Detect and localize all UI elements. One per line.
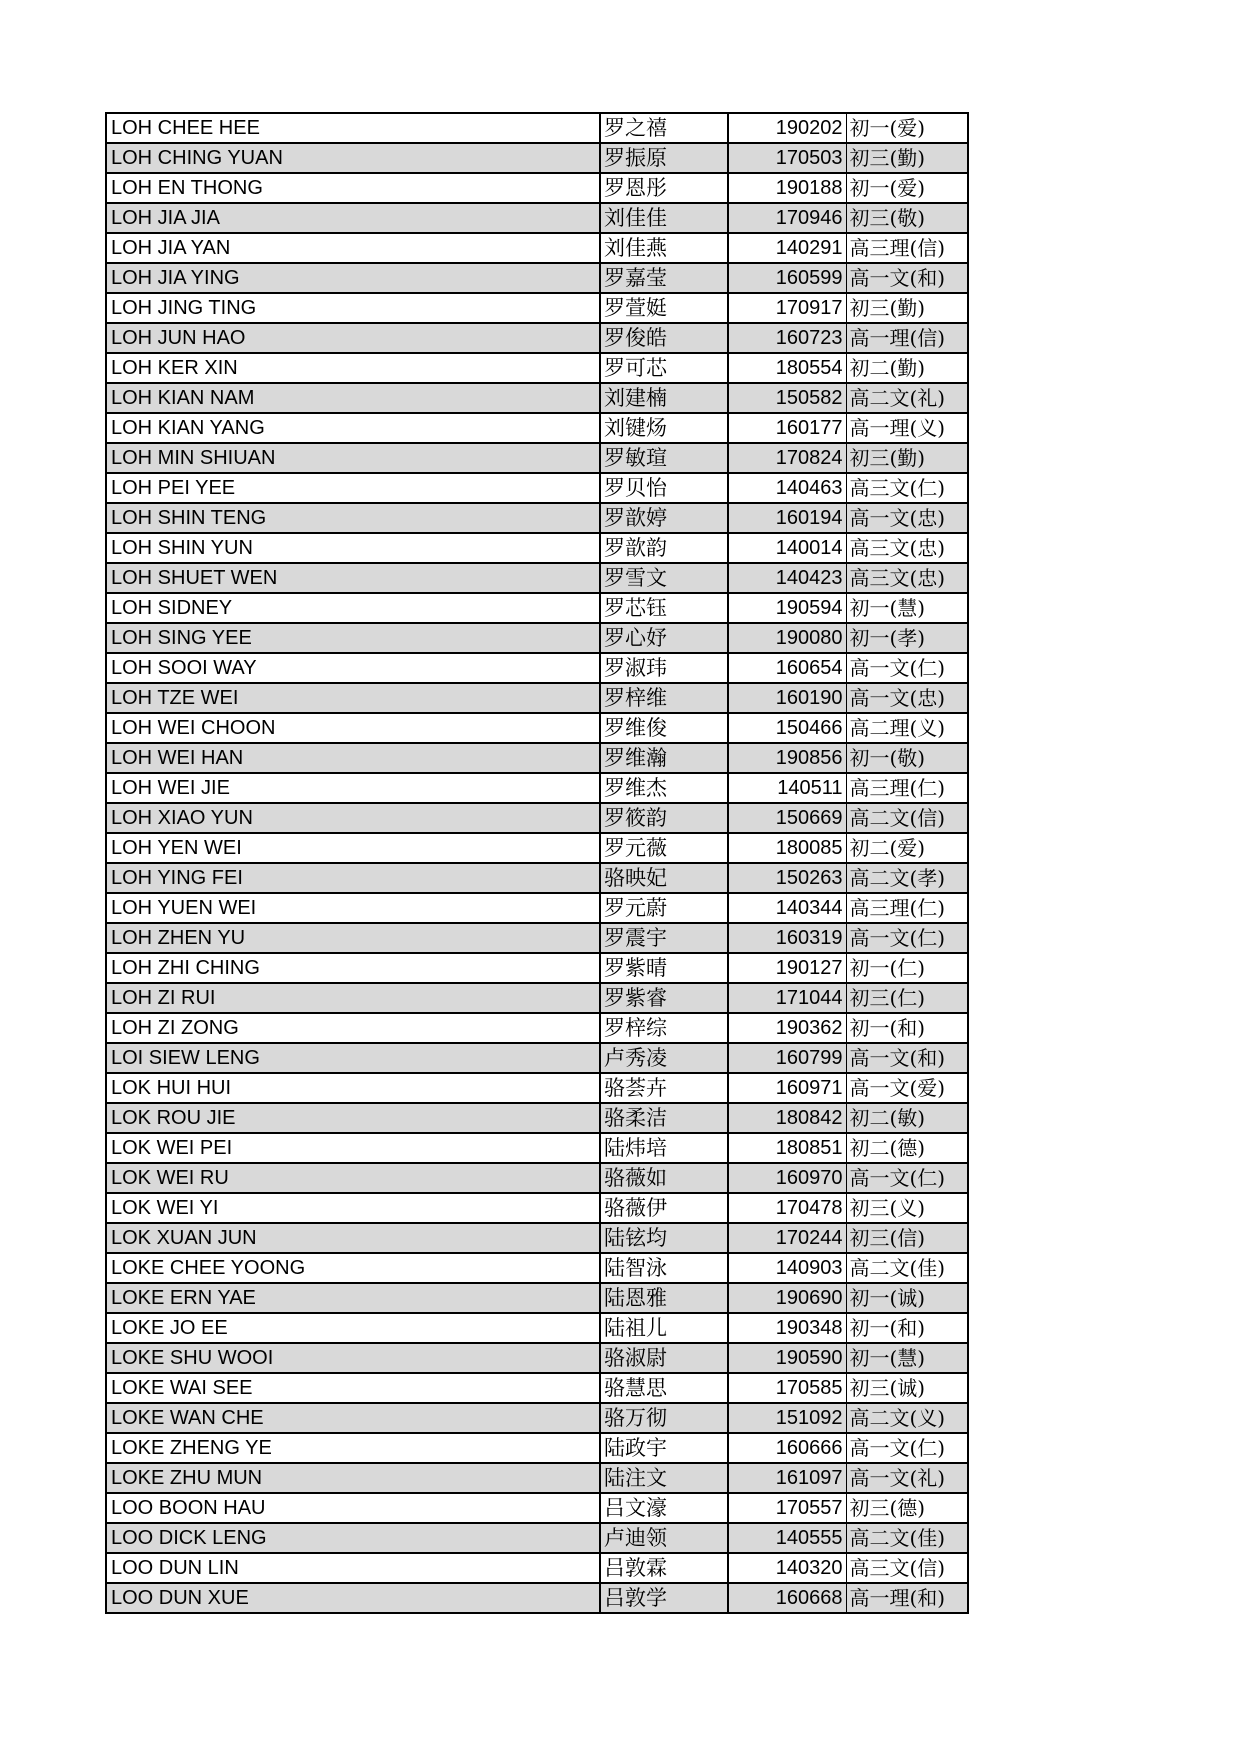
romanized-name-cell: LOK WEI PEI — [106, 1133, 600, 1163]
romanized-name-cell: LOKE WAN CHE — [106, 1403, 600, 1433]
chinese-name-cell: 罗维俊 — [600, 713, 728, 743]
chinese-name-cell: 罗维瀚 — [600, 743, 728, 773]
class-cell: 初三(诚) — [846, 1373, 968, 1403]
class-cell: 高三文(仁) — [846, 473, 968, 503]
student-id-cell: 190594 — [728, 593, 846, 623]
student-id-cell: 190202 — [728, 113, 846, 143]
student-id-cell: 190856 — [728, 743, 846, 773]
student-id-cell: 190690 — [728, 1283, 846, 1313]
romanized-name-cell: LOH SING YEE — [106, 623, 600, 653]
table-row — [106, 563, 968, 593]
student-id-cell: 190188 — [728, 173, 846, 203]
student-id-cell: 170244 — [728, 1223, 846, 1253]
romanized-name-cell: LOH ZHI CHING — [106, 953, 600, 983]
romanized-name-cell: LOH TZE WEI — [106, 683, 600, 713]
chinese-name-cell: 罗维杰 — [600, 773, 728, 803]
chinese-name-cell: 陆注文 — [600, 1463, 728, 1493]
student-id-cell: 180085 — [728, 833, 846, 863]
romanized-name-cell: LOH YING FEI — [106, 863, 600, 893]
class-cell: 初三(敬) — [846, 203, 968, 233]
chinese-name-cell: 卢秀凌 — [600, 1043, 728, 1073]
romanized-name-cell: LOH YEN WEI — [106, 833, 600, 863]
student-id-cell: 160723 — [728, 323, 846, 353]
class-cell: 初三(勤) — [846, 293, 968, 323]
student-id-cell: 171044 — [728, 983, 846, 1013]
class-cell: 高一文(和) — [846, 263, 968, 293]
class-cell: 高三文(忠) — [846, 533, 968, 563]
chinese-name-cell: 陆祖儿 — [600, 1313, 728, 1343]
class-cell: 初二(爱) — [846, 833, 968, 863]
table-row — [106, 953, 968, 983]
table-row — [106, 113, 968, 143]
student-id-cell: 180851 — [728, 1133, 846, 1163]
class-cell: 高三理(信) — [846, 233, 968, 263]
roster-table-body — [106, 113, 968, 1613]
student-id-cell: 160654 — [728, 653, 846, 683]
class-cell: 高一理(和) — [846, 1583, 968, 1613]
romanized-name-cell: LOH KIAN NAM — [106, 383, 600, 413]
chinese-name-cell: 罗之禧 — [600, 113, 728, 143]
chinese-name-cell: 罗歆韵 — [600, 533, 728, 563]
romanized-name-cell: LOH CHING YUAN — [106, 143, 600, 173]
chinese-name-cell: 吕敦学 — [600, 1583, 728, 1613]
romanized-name-cell: LOH PEI YEE — [106, 473, 600, 503]
table-row — [106, 803, 968, 833]
class-cell: 高三文(信) — [846, 1553, 968, 1583]
chinese-name-cell: 罗俊皓 — [600, 323, 728, 353]
student-id-cell: 160190 — [728, 683, 846, 713]
chinese-name-cell: 陆炜培 — [600, 1133, 728, 1163]
student-id-cell: 150669 — [728, 803, 846, 833]
table-row — [106, 1253, 968, 1283]
romanized-name-cell: LOKE ERN YAE — [106, 1283, 600, 1313]
table-row — [106, 983, 968, 1013]
class-cell: 高一文(礼) — [846, 1463, 968, 1493]
romanized-name-cell: LOH SHUET WEN — [106, 563, 600, 593]
class-cell: 初一(慧) — [846, 593, 968, 623]
student-id-cell: 140320 — [728, 1553, 846, 1583]
table-row — [106, 1193, 968, 1223]
student-id-cell: 190348 — [728, 1313, 846, 1343]
chinese-name-cell: 罗梓综 — [600, 1013, 728, 1043]
chinese-name-cell: 吕敦霖 — [600, 1553, 728, 1583]
chinese-name-cell: 罗嘉莹 — [600, 263, 728, 293]
table-row — [106, 473, 968, 503]
romanized-name-cell: LOK WEI YI — [106, 1193, 600, 1223]
student-id-cell: 140344 — [728, 893, 846, 923]
table-row — [106, 863, 968, 893]
romanized-name-cell: LOH JING TING — [106, 293, 600, 323]
student-id-cell: 140463 — [728, 473, 846, 503]
table-row — [106, 443, 968, 473]
class-cell: 高三文(忠) — [846, 563, 968, 593]
class-cell: 高三理(仁) — [846, 773, 968, 803]
table-row — [106, 1553, 968, 1583]
romanized-name-cell: LOH WEI HAN — [106, 743, 600, 773]
table-row — [106, 1523, 968, 1553]
student-id-cell: 140511 — [728, 773, 846, 803]
student-id-cell: 170946 — [728, 203, 846, 233]
romanized-name-cell: LOKE ZHENG YE — [106, 1433, 600, 1463]
student-id-cell: 140903 — [728, 1253, 846, 1283]
class-cell: 初三(勤) — [846, 443, 968, 473]
romanized-name-cell: LOH XIAO YUN — [106, 803, 600, 833]
student-id-cell: 170824 — [728, 443, 846, 473]
student-id-cell: 161097 — [728, 1463, 846, 1493]
romanized-name-cell: LOH WEI JIE — [106, 773, 600, 803]
student-id-cell: 190127 — [728, 953, 846, 983]
table-row — [106, 323, 968, 353]
romanized-name-cell: LOH SOOI WAY — [106, 653, 600, 683]
class-cell: 初一(诚) — [846, 1283, 968, 1313]
student-id-cell: 160319 — [728, 923, 846, 953]
romanized-name-cell: LOH JIA YING — [106, 263, 600, 293]
table-row — [106, 263, 968, 293]
chinese-name-cell: 卢迪领 — [600, 1523, 728, 1553]
student-id-cell: 160970 — [728, 1163, 846, 1193]
table-row — [106, 233, 968, 263]
table-row — [106, 1403, 968, 1433]
romanized-name-cell: LOH EN THONG — [106, 173, 600, 203]
romanized-name-cell: LOKE JO EE — [106, 1313, 600, 1343]
chinese-name-cell: 罗淑玮 — [600, 653, 728, 683]
student-id-cell: 160194 — [728, 503, 846, 533]
chinese-name-cell: 陆政宇 — [600, 1433, 728, 1463]
class-cell: 高二文(佳) — [846, 1523, 968, 1553]
class-cell: 高一文(仁) — [846, 1433, 968, 1463]
chinese-name-cell: 罗元薇 — [600, 833, 728, 863]
romanized-name-cell: LOH KER XIN — [106, 353, 600, 383]
student-id-cell: 140423 — [728, 563, 846, 593]
student-id-cell: 170917 — [728, 293, 846, 323]
table-row — [106, 173, 968, 203]
romanized-name-cell: LOH YUEN WEI — [106, 893, 600, 923]
class-cell: 初一(和) — [846, 1013, 968, 1043]
romanized-name-cell: LOO DUN XUE — [106, 1583, 600, 1613]
class-cell: 初二(勤) — [846, 353, 968, 383]
student-id-cell: 170557 — [728, 1493, 846, 1523]
table-row — [106, 1313, 968, 1343]
class-cell: 高一理(信) — [846, 323, 968, 353]
table-row — [106, 353, 968, 383]
class-cell: 初一(爱) — [846, 113, 968, 143]
class-cell: 高一文(仁) — [846, 653, 968, 683]
table-row — [106, 1583, 968, 1613]
student-id-cell: 160799 — [728, 1043, 846, 1073]
chinese-name-cell: 罗紫晴 — [600, 953, 728, 983]
class-cell: 高一文(仁) — [846, 1163, 968, 1193]
table-row — [106, 653, 968, 683]
chinese-name-cell: 罗筱韵 — [600, 803, 728, 833]
class-cell: 高二文(佳) — [846, 1253, 968, 1283]
student-id-cell: 160668 — [728, 1583, 846, 1613]
chinese-name-cell: 罗紫睿 — [600, 983, 728, 1013]
chinese-name-cell: 罗贝怡 — [600, 473, 728, 503]
chinese-name-cell: 骆万彻 — [600, 1403, 728, 1433]
romanized-name-cell: LOKE ZHU MUN — [106, 1463, 600, 1493]
chinese-name-cell: 罗梓维 — [600, 683, 728, 713]
table-row — [106, 1493, 968, 1523]
table-row — [106, 533, 968, 563]
chinese-name-cell: 罗心妤 — [600, 623, 728, 653]
class-cell: 初一(爱) — [846, 173, 968, 203]
chinese-name-cell: 罗振原 — [600, 143, 728, 173]
class-cell: 高一文(忠) — [846, 503, 968, 533]
table-row — [106, 833, 968, 863]
class-cell: 初一(和) — [846, 1313, 968, 1343]
table-row — [106, 1373, 968, 1403]
chinese-name-cell: 罗震宇 — [600, 923, 728, 953]
romanized-name-cell: LOK ROU JIE — [106, 1103, 600, 1133]
table-row — [106, 923, 968, 953]
student-id-cell: 160971 — [728, 1073, 846, 1103]
student-id-cell: 140291 — [728, 233, 846, 263]
romanized-name-cell: LOK WEI RU — [106, 1163, 600, 1193]
romanized-name-cell: LOO BOON HAU — [106, 1493, 600, 1523]
class-cell: 初三(勤) — [846, 143, 968, 173]
student-id-cell: 190080 — [728, 623, 846, 653]
chinese-name-cell: 罗元蔚 — [600, 893, 728, 923]
table-row — [106, 413, 968, 443]
chinese-name-cell: 骆慧思 — [600, 1373, 728, 1403]
romanized-name-cell: LOH ZI ZONG — [106, 1013, 600, 1043]
romanized-name-cell: LOO DUN LIN — [106, 1553, 600, 1583]
student-id-cell: 160177 — [728, 413, 846, 443]
student-id-cell: 170503 — [728, 143, 846, 173]
table-row — [106, 773, 968, 803]
chinese-name-cell: 陆铉均 — [600, 1223, 728, 1253]
class-cell: 初二(德) — [846, 1133, 968, 1163]
chinese-name-cell: 骆荟卉 — [600, 1073, 728, 1103]
table-row — [106, 1073, 968, 1103]
romanized-name-cell: LOH SHIN YUN — [106, 533, 600, 563]
class-cell: 初三(义) — [846, 1193, 968, 1223]
student-id-cell: 151092 — [728, 1403, 846, 1433]
student-id-cell: 190590 — [728, 1343, 846, 1373]
student-id-cell: 170585 — [728, 1373, 846, 1403]
chinese-name-cell: 骆映妃 — [600, 863, 728, 893]
table-row — [106, 203, 968, 233]
class-cell: 高二文(礼) — [846, 383, 968, 413]
class-cell: 初一(孝) — [846, 623, 968, 653]
class-cell: 高二文(信) — [846, 803, 968, 833]
table-row — [106, 743, 968, 773]
romanized-name-cell: LOKE CHEE YOONG — [106, 1253, 600, 1283]
student-id-cell: 150582 — [728, 383, 846, 413]
table-row — [106, 1433, 968, 1463]
romanized-name-cell: LOH ZHEN YU — [106, 923, 600, 953]
class-cell: 高二文(孝) — [846, 863, 968, 893]
romanized-name-cell: LOH SHIN TENG — [106, 503, 600, 533]
chinese-name-cell: 罗芯钰 — [600, 593, 728, 623]
romanized-name-cell: LOO DICK LENG — [106, 1523, 600, 1553]
romanized-name-cell: LOH KIAN YANG — [106, 413, 600, 443]
chinese-name-cell: 陆恩雅 — [600, 1283, 728, 1313]
student-id-cell: 150263 — [728, 863, 846, 893]
class-cell: 初三(信) — [846, 1223, 968, 1253]
table-row — [106, 1133, 968, 1163]
table-row — [106, 593, 968, 623]
student-id-cell: 170478 — [728, 1193, 846, 1223]
chinese-name-cell: 骆淑尉 — [600, 1343, 728, 1373]
romanized-name-cell: LOKE WAI SEE — [106, 1373, 600, 1403]
chinese-name-cell: 骆柔洁 — [600, 1103, 728, 1133]
student-id-cell: 160666 — [728, 1433, 846, 1463]
romanized-name-cell: LOKE SHU WOOI — [106, 1343, 600, 1373]
chinese-name-cell: 罗可芯 — [600, 353, 728, 383]
student-id-cell: 140014 — [728, 533, 846, 563]
table-row — [106, 1013, 968, 1043]
table-row — [106, 1463, 968, 1493]
romanized-name-cell: LOH JIA JIA — [106, 203, 600, 233]
table-row — [106, 1283, 968, 1313]
chinese-name-cell: 刘佳燕 — [600, 233, 728, 263]
table-row — [106, 1223, 968, 1253]
class-cell: 高二理(义) — [846, 713, 968, 743]
chinese-name-cell: 刘建楠 — [600, 383, 728, 413]
table-row — [106, 293, 968, 323]
class-cell: 初三(德) — [846, 1493, 968, 1523]
romanized-name-cell: LOH MIN SHIUAN — [106, 443, 600, 473]
chinese-name-cell: 罗歆婷 — [600, 503, 728, 533]
romanized-name-cell: LOH ZI RUI — [106, 983, 600, 1013]
student-id-cell: 160599 — [728, 263, 846, 293]
student-id-cell: 180842 — [728, 1103, 846, 1133]
table-row — [106, 683, 968, 713]
romanized-name-cell: LOH WEI CHOON — [106, 713, 600, 743]
chinese-name-cell: 罗敏瑄 — [600, 443, 728, 473]
table-row — [106, 1103, 968, 1133]
chinese-name-cell: 刘键炀 — [600, 413, 728, 443]
chinese-name-cell: 吕文濠 — [600, 1493, 728, 1523]
student-id-cell: 150466 — [728, 713, 846, 743]
class-cell: 初一(仁) — [846, 953, 968, 983]
romanized-name-cell: LOH CHEE HEE — [106, 113, 600, 143]
class-cell: 初一(敬) — [846, 743, 968, 773]
class-cell: 高一文(忠) — [846, 683, 968, 713]
class-cell: 高一文(和) — [846, 1043, 968, 1073]
class-cell: 初二(敏) — [846, 1103, 968, 1133]
romanized-name-cell: LOH JUN HAO — [106, 323, 600, 353]
student-roster-table — [105, 112, 969, 1614]
class-cell: 高一理(义) — [846, 413, 968, 443]
romanized-name-cell: LOK HUI HUI — [106, 1073, 600, 1103]
table-row — [106, 383, 968, 413]
class-cell: 高二文(义) — [846, 1403, 968, 1433]
student-id-cell: 180554 — [728, 353, 846, 383]
chinese-name-cell: 陆智泳 — [600, 1253, 728, 1283]
chinese-name-cell: 骆薇如 — [600, 1163, 728, 1193]
chinese-name-cell: 骆薇伊 — [600, 1193, 728, 1223]
table-row — [106, 623, 968, 653]
table-row — [106, 713, 968, 743]
chinese-name-cell: 刘佳佳 — [600, 203, 728, 233]
romanized-name-cell: LOH SIDNEY — [106, 593, 600, 623]
table-row — [106, 503, 968, 533]
class-cell: 高三理(仁) — [846, 893, 968, 923]
romanized-name-cell: LOI SIEW LENG — [106, 1043, 600, 1073]
table-row — [106, 1043, 968, 1073]
chinese-name-cell: 罗萱娗 — [600, 293, 728, 323]
student-id-cell: 190362 — [728, 1013, 846, 1043]
class-cell: 高一文(爱) — [846, 1073, 968, 1103]
student-id-cell: 140555 — [728, 1523, 846, 1553]
class-cell: 初三(仁) — [846, 983, 968, 1013]
table-row — [106, 1343, 968, 1373]
class-cell: 高一文(仁) — [846, 923, 968, 953]
romanized-name-cell: LOK XUAN JUN — [106, 1223, 600, 1253]
table-row — [106, 143, 968, 173]
table-row — [106, 893, 968, 923]
chinese-name-cell: 罗恩彤 — [600, 173, 728, 203]
chinese-name-cell: 罗雪文 — [600, 563, 728, 593]
romanized-name-cell: LOH JIA YAN — [106, 233, 600, 263]
table-row — [106, 1163, 968, 1193]
class-cell: 初一(慧) — [846, 1343, 968, 1373]
